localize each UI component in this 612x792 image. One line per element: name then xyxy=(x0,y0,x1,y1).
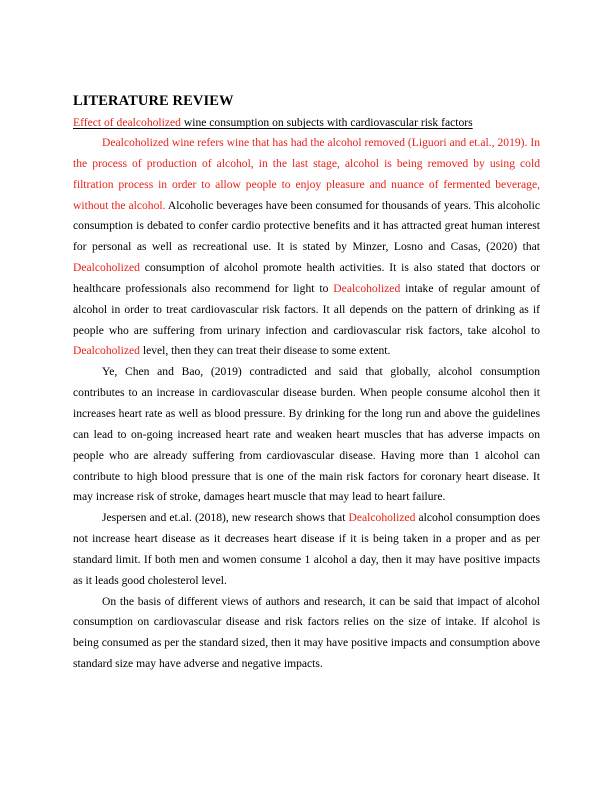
paragraph-1 xyxy=(73,133,540,362)
paragraph-3-text-b: alcohol consumption does not increase heart disease as it decreases heart disease if it is being taken in a proper and as per standard limit. If both men and women consume 1 alcohol a day, then it may have positive impacts as it leads good cholesterol level. xyxy=(73,511,540,587)
paragraph-4: On the basis of different views of authors and research, it can be said that impact of alcohol consumption on cardiovascular disease and risk factors relies on the size of intake. If alcohol is being consumed as per the standard sized, then it may have positive impacts and consumption above standard size may have adverse and negative impacts. xyxy=(73,594,540,671)
paragraph-3 xyxy=(73,508,540,591)
document-page xyxy=(73,91,540,675)
paragraph-1-text-b: consumption of alcohol promote health activities. It is also stated that doctors or healthcare professionals also recommend for light to xyxy=(73,261,540,295)
highlight-term: Dealcoholized xyxy=(348,511,416,525)
paragraph-1-text-c: intake of regular amount of alcohol in order to treat cardiovascular risk factors. It all depends on the pattern of drinking as if people who are suffering from urinary infection and cardiovascular risk factors, take alcohol to xyxy=(73,281,540,337)
highlight-term: Dealcoholized xyxy=(333,281,401,295)
paragraph-1-text-a: Alcoholic beverages have been consumed for thousands of years. This alcoholic consumption is debated to confer cardio protective benefits and it has attracted great human interest for personal as well as recreational use. It is stated by Minzer, Losno and Casas, (2020) that xyxy=(73,198,540,254)
section-subtitle xyxy=(73,113,540,133)
highlight-term: Dealcoholized xyxy=(73,261,140,275)
paragraph-2: Ye, Chen and Bao, (2019) contradicted and said that globally, alcohol consumption contributes to an increase in cardiovascular disease burden. When people consume alcohol then it increases heart rate as well as blood pressure. By drinking for the long run and above the guidelines can lead to on-going increased heart rate and weaken heart muscles that has adverse impacts on people who are already suffering from cardiovascular disease. Having more than 1 alcohol can contribute to high blood pressure that is one of the main risk factors for coronary heart disease. It may increase risk of stroke, damages heart muscle that may lead to heart failure. xyxy=(73,365,540,504)
definition-text: Dealcoholized wine refers wine that has had the alcohol removed (Liguori and et.al., 2019). In the process of production of alcohol, in the last stage, alcohol is being removed by using cold filtration process in order to allow people to enjoy pleasure and nuance of fermented beverage, without the alcohol. xyxy=(73,136,540,212)
subtitle-highlight: Effect of dealcoholized xyxy=(73,116,181,129)
highlight-term: Dealcoholized xyxy=(73,344,140,358)
section-heading: LITERATURE REVIEW xyxy=(73,93,234,109)
paragraph-1-text-d: level, then they can treat their disease to some extent. xyxy=(139,344,391,358)
paragraph-3-text-a: Jespersen and et.al. (2018), new research shows that xyxy=(102,511,349,525)
subtitle-rest: wine consumption on subjects with cardiovascular risk factors xyxy=(180,116,473,129)
